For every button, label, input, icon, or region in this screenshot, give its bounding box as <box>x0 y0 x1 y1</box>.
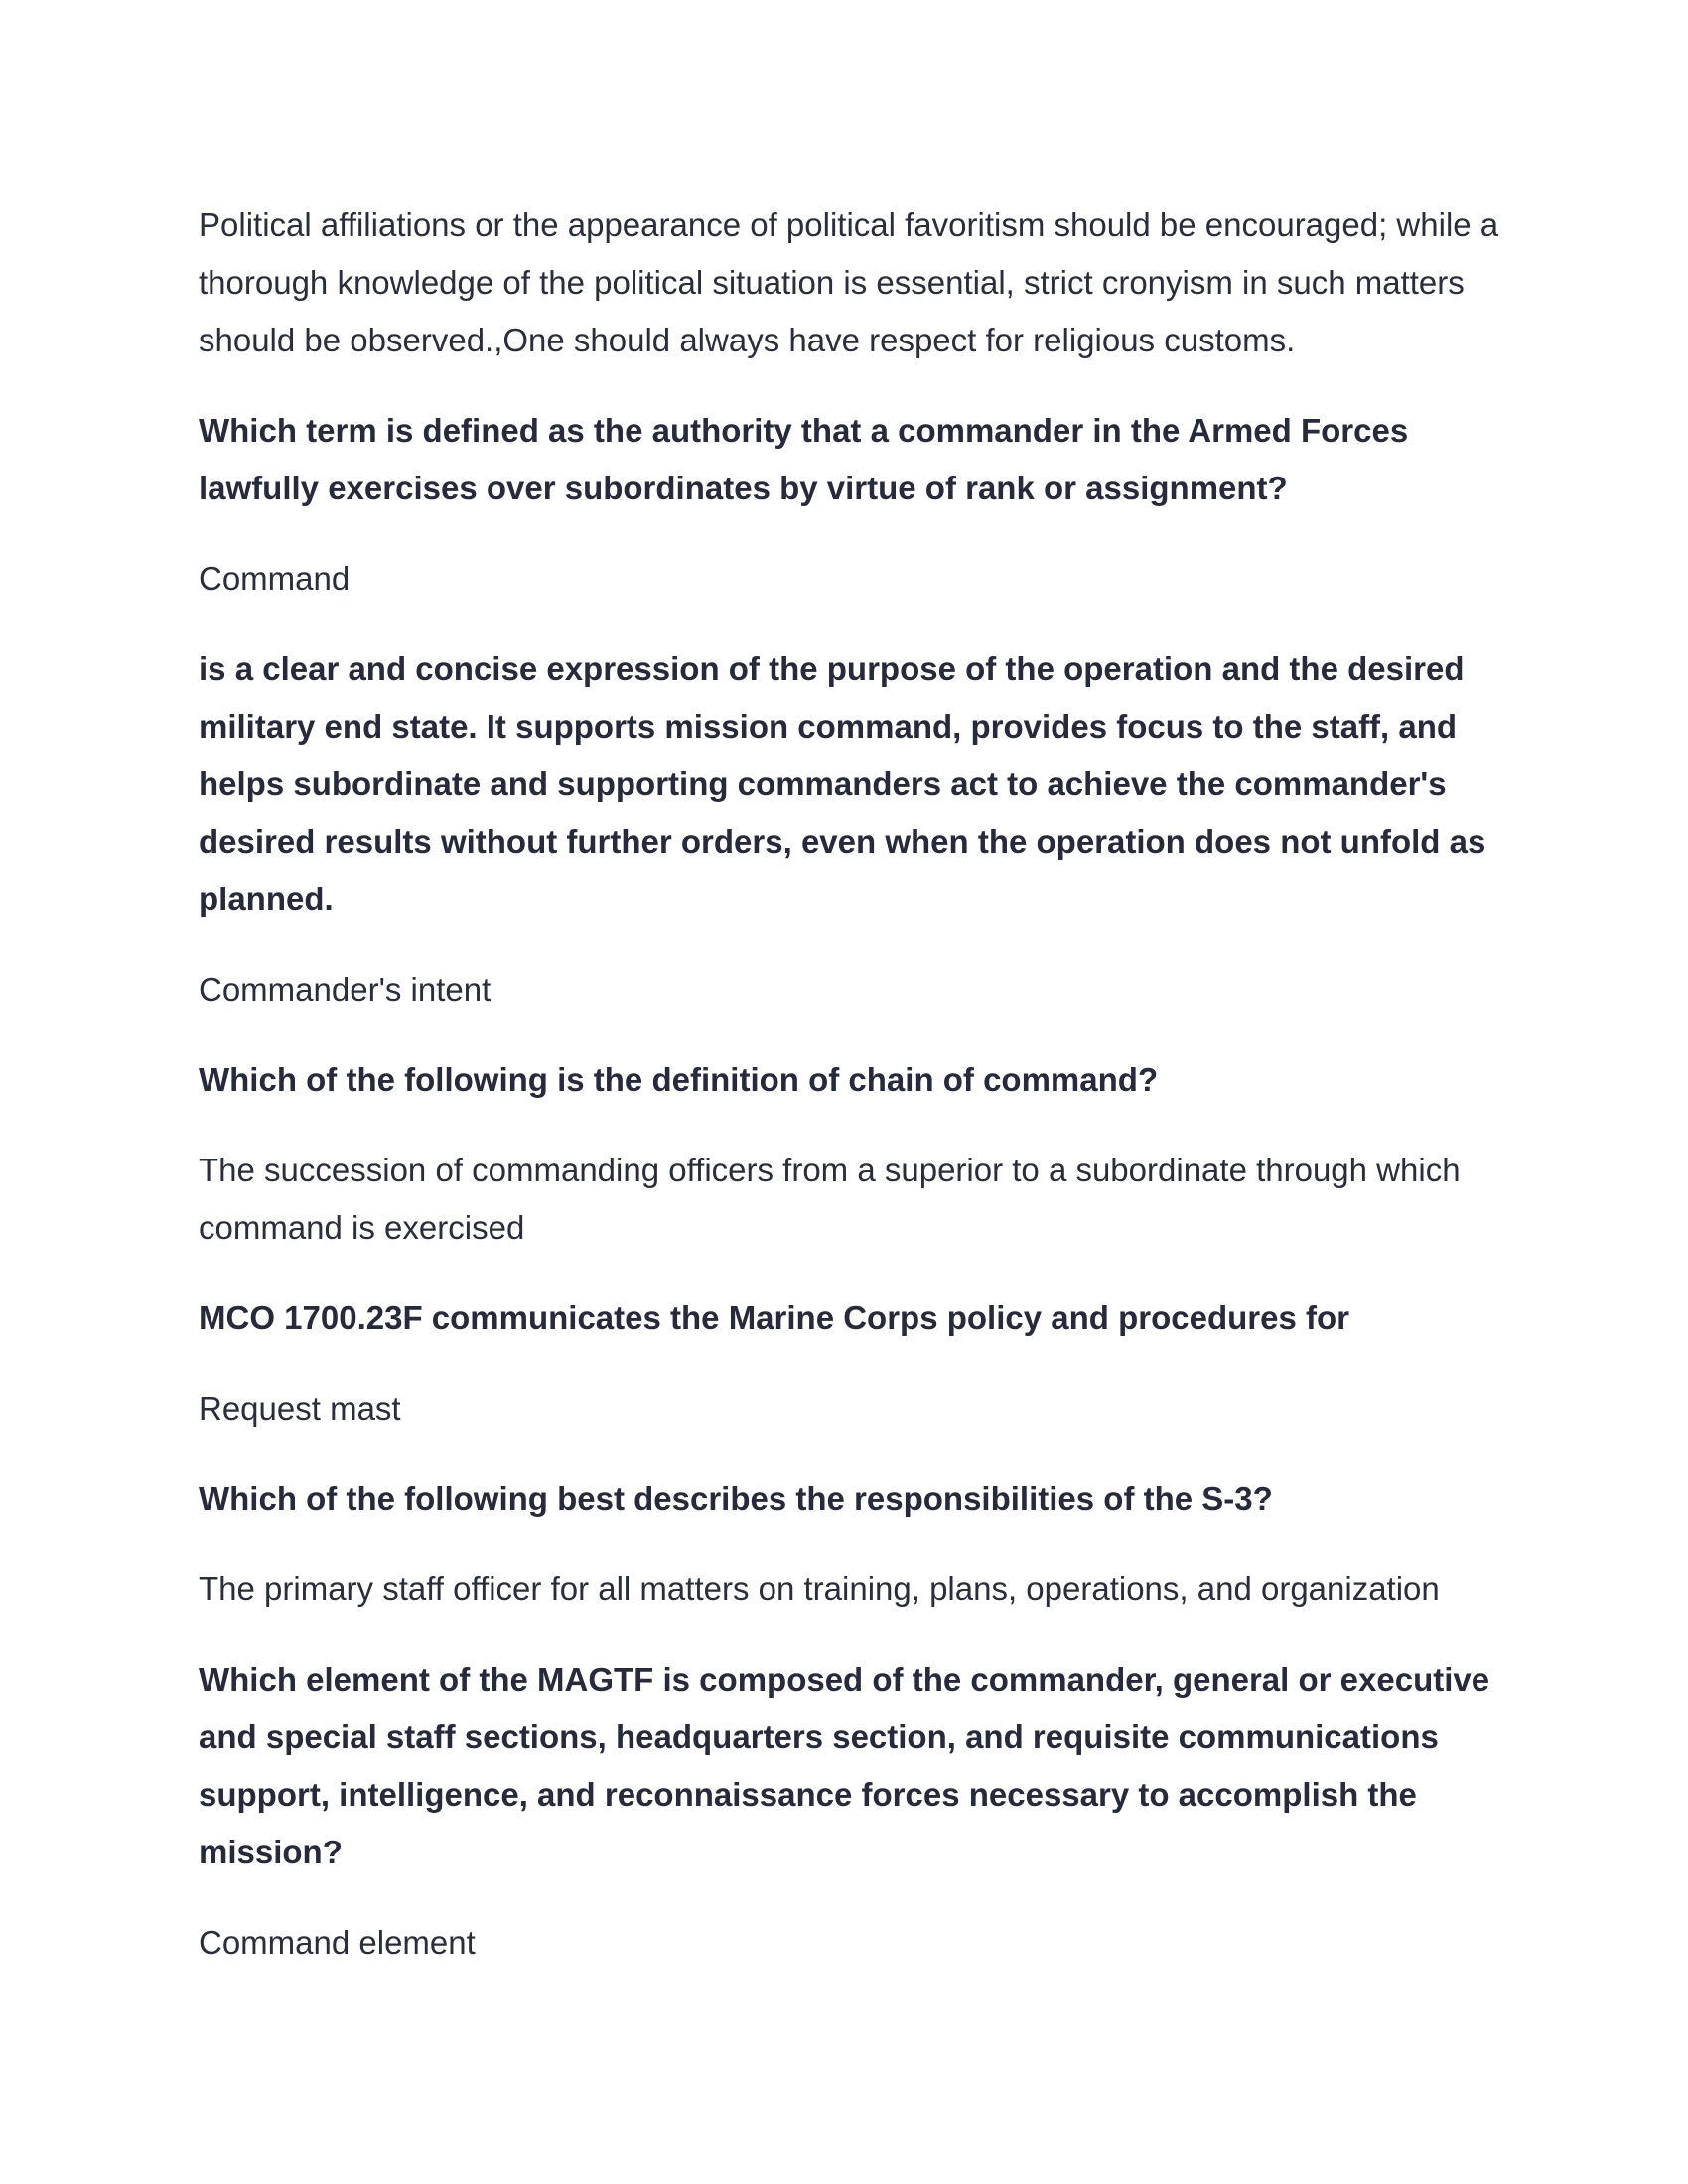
question-commanders-intent: is a clear and concise expression of the purpose of the operation and the desired military end state. It supports mission command, provides focus to the staff, and helps subordinate and supporting commanders act to achieve the commander's desired results without further orders, even when the operation does not unfold as planned. <box>199 650 1486 917</box>
document-page <box>199 197 1499 2004</box>
answer-command: Command <box>199 560 351 597</box>
answer-s3-responsibilities: The primary staff officer for all matters on training, plans, operations, and organization <box>199 1570 1440 1607</box>
question-s3-responsibilities: Which of the following best describes the responsibilities of the S-3? <box>199 1480 1273 1517</box>
answer-command-element: Command element <box>199 1924 476 1961</box>
answer-commanders-intent: Commander's intent <box>199 971 492 1008</box>
answer-request-mast: Request mast <box>199 1390 401 1427</box>
question-magtf-element: Which element of the MAGTF is composed of the commander, general or executive and special staff sections, headquarters section, and requisite communications support, intelligence, and reconnaissance forces necessary to accomplish the mission? <box>199 1661 1490 1870</box>
question-mco-1700-23f: MCO 1700.23F communicates the Marine Corps policy and procedures for <box>199 1299 1349 1336</box>
question-command-authority: Which term is defined as the authority that a commander in the Armed Forces lawfully exercises over subordinates by virtue of rank or assignment? <box>199 412 1409 506</box>
answer-chain-of-command: The succession of commanding officers from a superior to a subordinate through which command is exercised <box>199 1152 1461 1246</box>
answer-political-affiliations: Political affiliations or the appearance of political favoritism should be encouraged; while a thorough knowledge of the political situation is essential, strict cronyism in such matters should be observed.,One should always have respect for religious customs. <box>199 206 1499 358</box>
question-chain-of-command: Which of the following is the definition of chain of command? <box>199 1061 1159 1098</box>
